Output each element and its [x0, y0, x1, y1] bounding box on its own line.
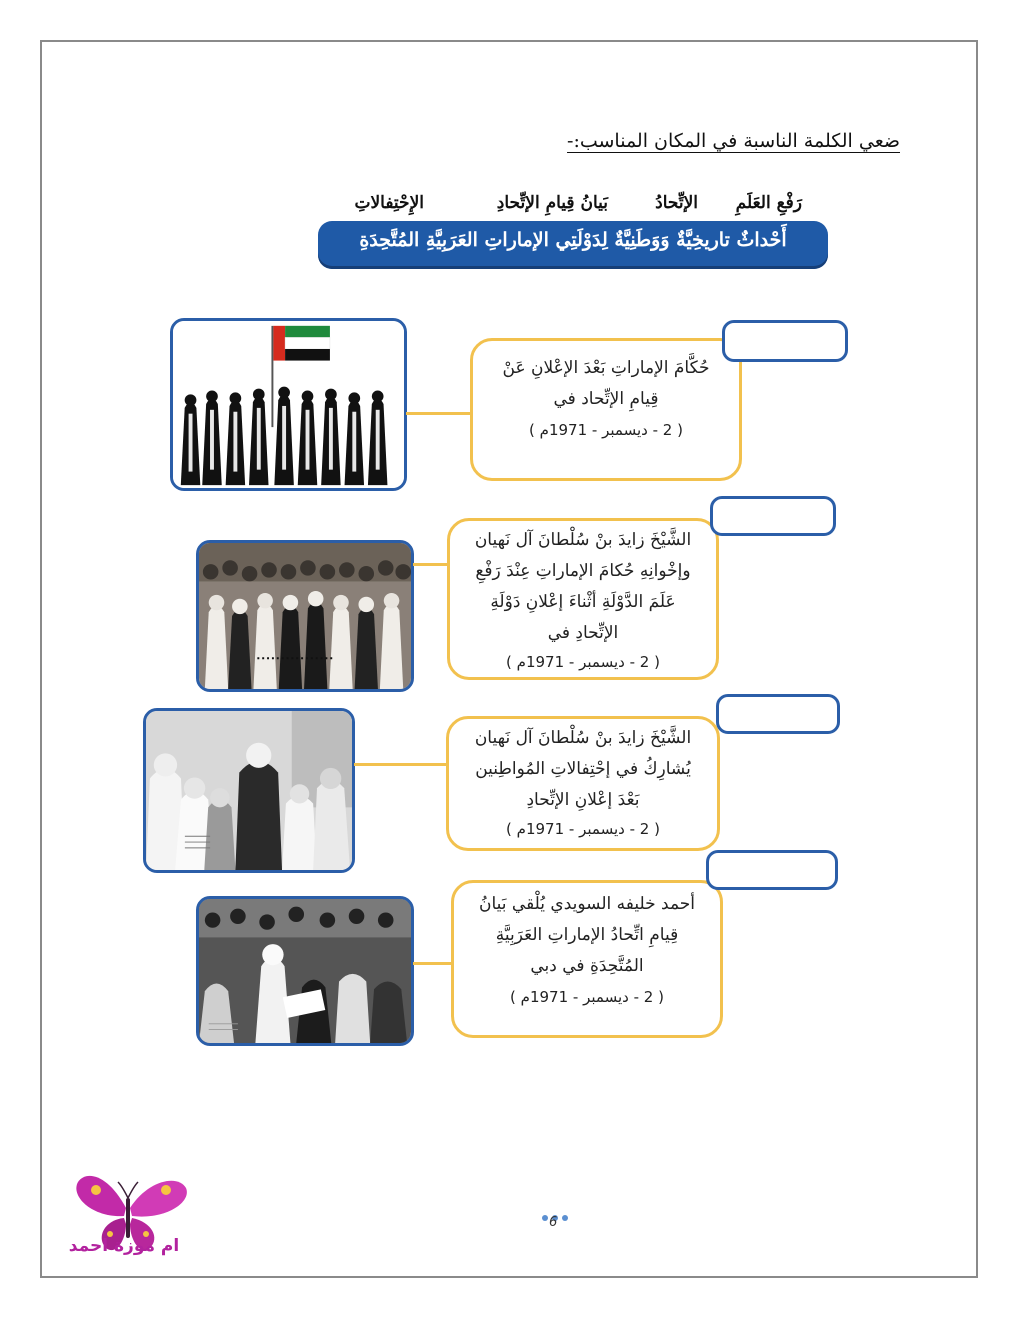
- event-card: [470, 338, 742, 481]
- answer-box[interactable]: [706, 850, 838, 890]
- answer-box[interactable]: [722, 320, 848, 362]
- event-text-line: وإخْوانِهِ حُكامَ الإماراتِ عِنْدَ رَفْعِ: [475, 561, 691, 581]
- word-bank-item: بَيانُ قِيامِ الإتِّحادِ: [496, 193, 608, 213]
- answer-box[interactable]: [710, 496, 836, 536]
- answer-box[interactable]: [716, 694, 840, 734]
- page-number: 6: [549, 1215, 558, 1230]
- event-date: ( 2 - ديسمبر - 1971م ): [506, 820, 660, 838]
- instruction-heading: ضعي الكلمة الناسبة في المكان المناسب:-: [567, 130, 900, 152]
- event-text-line: بَعْدَ إعْلانِ الإتِّحادِ: [526, 790, 640, 810]
- connector-line: [413, 563, 449, 566]
- event-text-line: يُشارِكُ في إحْتِفالاتِ المُواطِنين: [475, 759, 691, 779]
- word-bank-item: الإتِّحادُ: [655, 193, 698, 213]
- event-date: ( 2 - ديسمبر - 1971م ): [510, 988, 664, 1006]
- event-card: [447, 518, 719, 680]
- event-date: ( 2 - ديسمبر - 1971م ): [529, 421, 683, 439]
- celebration-photo: [143, 708, 355, 873]
- word-bank-item: رَفْعِ العَلَمِ: [735, 193, 802, 213]
- event-date: ( 2 - ديسمبر - 1971م ): [506, 653, 660, 671]
- flag-raising-photo: [196, 540, 414, 692]
- title-banner: [318, 221, 828, 269]
- rulers-with-flag-photo: [170, 318, 407, 491]
- word-bank-item: الإِحْتِفالاتِ: [354, 193, 424, 213]
- connector-line: [413, 962, 453, 965]
- event-text-line: أحمد خليفه السويدي يُلْقي بَيانُ: [478, 894, 696, 914]
- connector-line: [406, 412, 472, 415]
- connector-line: [354, 763, 448, 766]
- event-card: [446, 716, 720, 851]
- logo-text: ام موزة احمد: [68, 1236, 180, 1256]
- event-card: [451, 880, 723, 1038]
- event-text-line: قِيامِ الإتِّحاد في: [553, 389, 659, 409]
- page-dots: [542, 1206, 576, 1216]
- event-text-line: المُتَّحِدَةِ في دبي: [530, 956, 644, 976]
- event-text-line: عَلَمَ الدَّوْلَةِ أثْناءَ إعْلانِ دَوْلَةِ: [490, 592, 676, 612]
- event-text-line: قِيامِ اتِّحادُ الإماراتِ العَرَبِيَّةِ: [495, 925, 679, 945]
- event-text-line: حُكَّامَ الإماراتِ بَعْدَ الإعْلانِ عَنْ: [502, 358, 710, 378]
- event-text-line: الشَّيْخَ زايدَ بنْ سُلْطانَ آل نَهيان: [474, 728, 692, 748]
- event-text-line: الشَّيْخَ زايدَ بنْ سُلْطانَ آل نَهيان: [474, 530, 692, 550]
- event-text-line: الإتِّحادِ في: [547, 623, 619, 643]
- banner-title: أَحْداثٌ تاريخِيَّةٌ وَوَطَنِيَّةٌ لِدَوْلَتِي الإماراتِ العَرَبِيَّةِ المُتَّحِدَةِ: [359, 229, 787, 251]
- declaration-speech-photo: [196, 896, 414, 1046]
